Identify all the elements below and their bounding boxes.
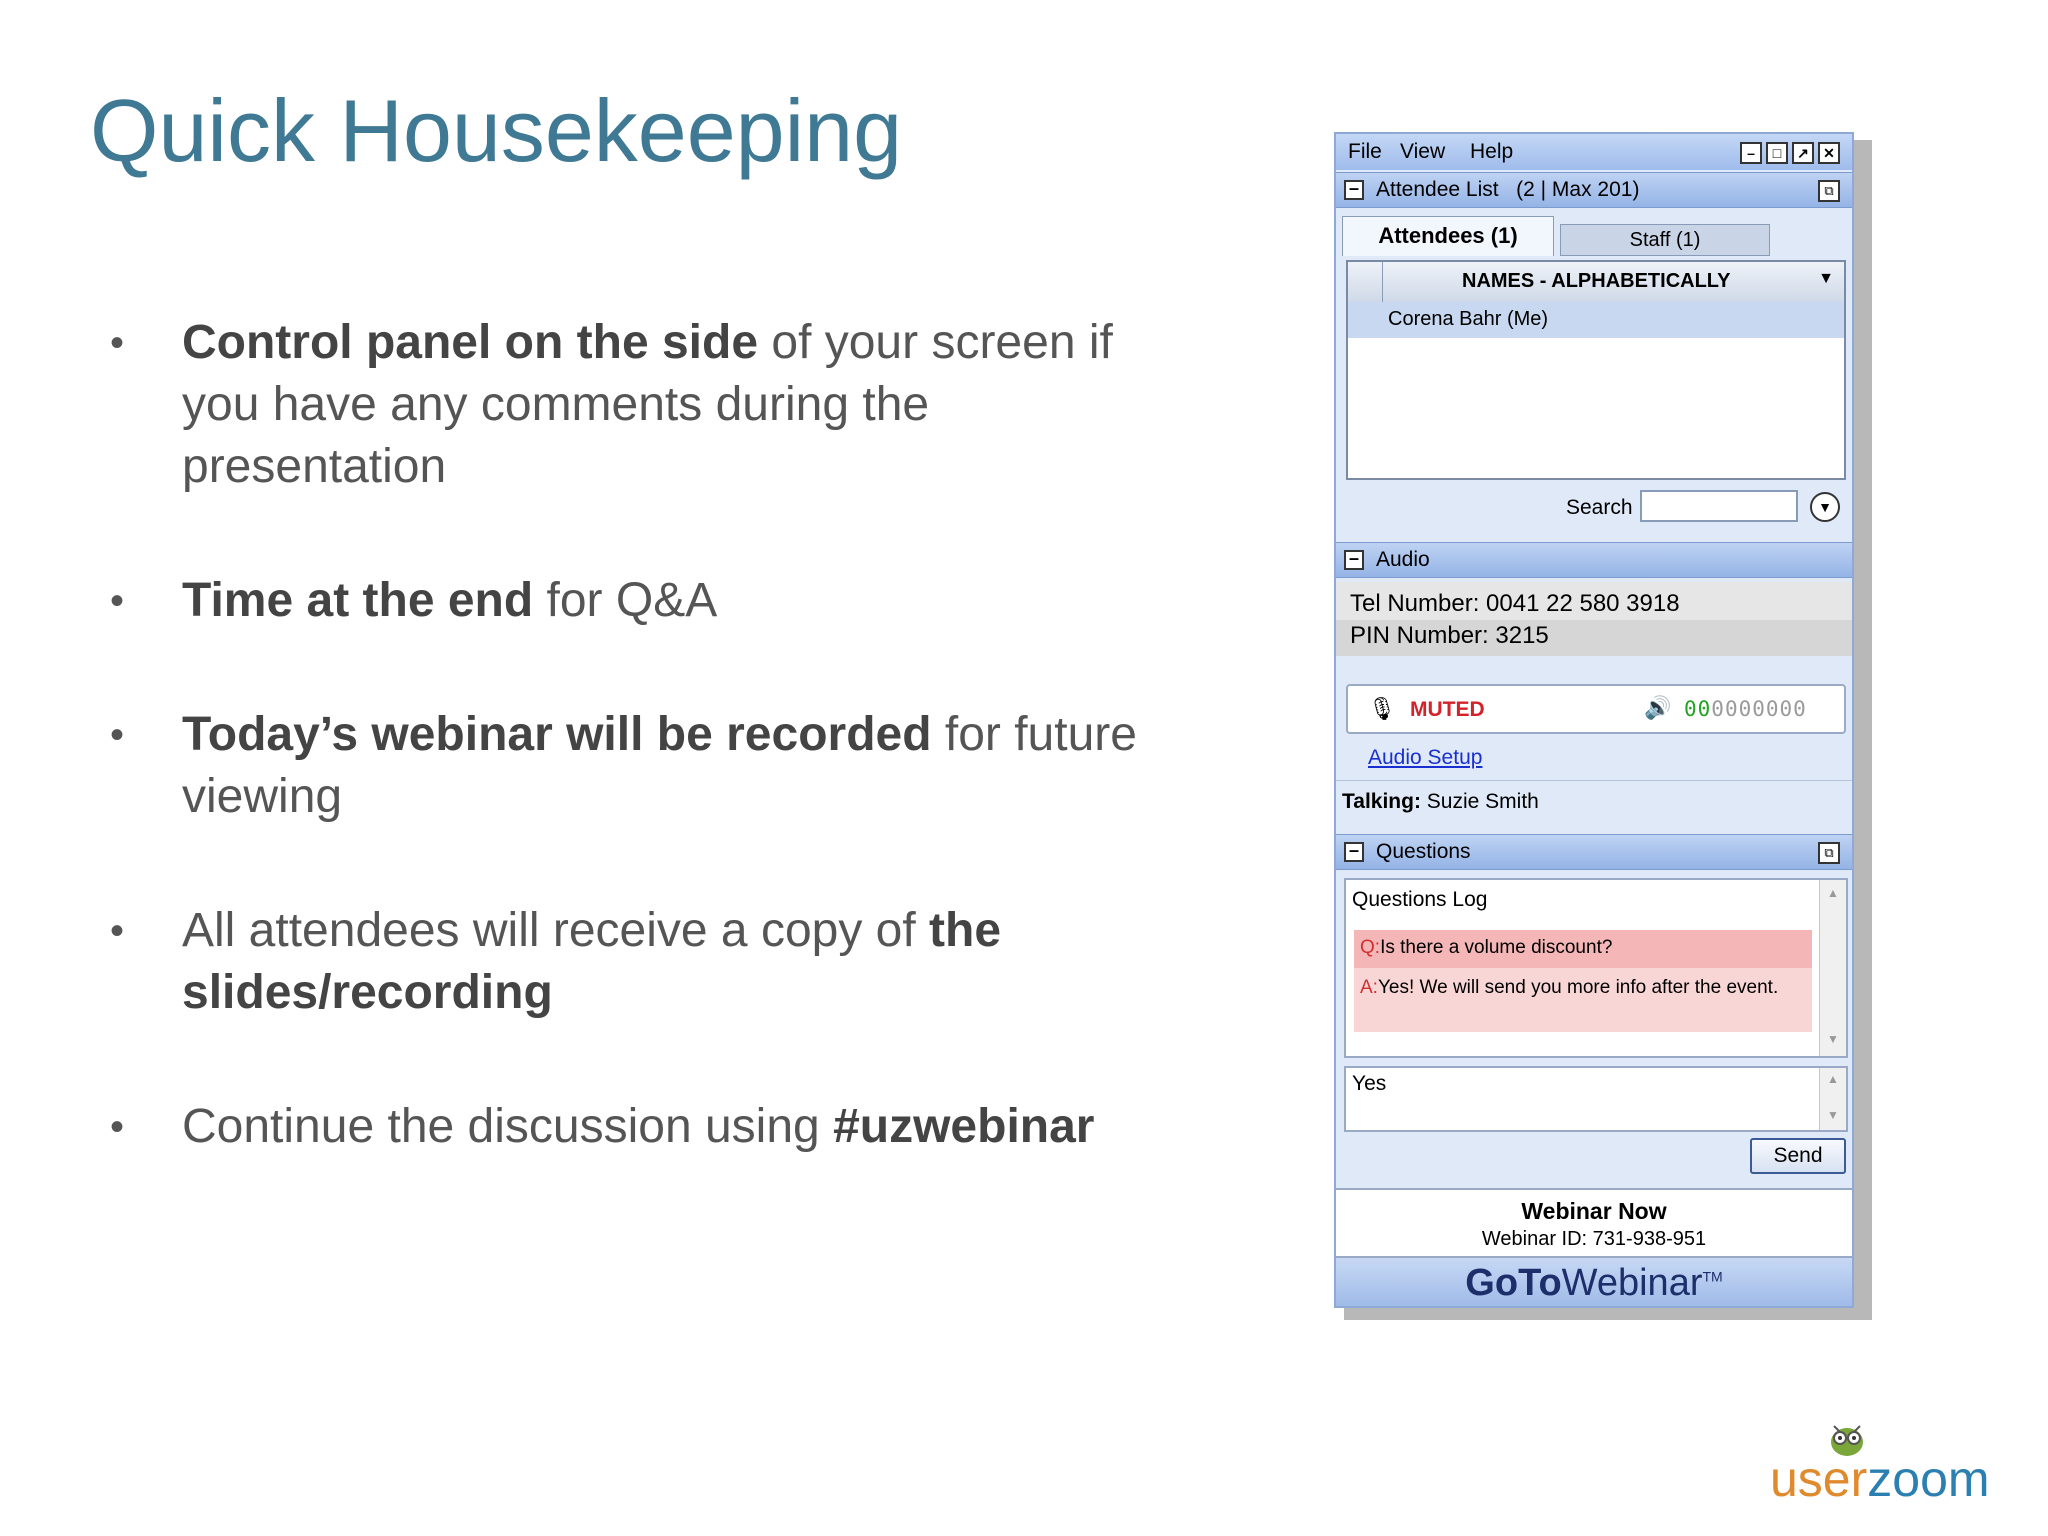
volume-meter — [1684, 697, 1807, 721]
question-prefix: Q: — [1360, 937, 1381, 958]
bullet-bold-text: the slides/recording — [182, 904, 1002, 1019]
send-button[interactable]: Send — [1750, 1138, 1846, 1174]
column-title: NAMES - ALPHABETICALLY — [1462, 270, 1731, 292]
collapse-icon[interactable]: – — [1344, 180, 1364, 200]
questions-log-caption: Questions Log — [1352, 888, 1488, 911]
answer-text: Yes! We will send you more info after the event. — [1377, 977, 1779, 998]
talking-indicator — [1342, 790, 1539, 814]
bullet-bold-text: Time at the end — [182, 574, 534, 627]
bullet-text: for future viewing — [182, 708, 1137, 823]
column-divider — [1382, 262, 1383, 302]
brand-bold: GoTo — [1465, 1262, 1562, 1304]
questions-header[interactable] — [1336, 834, 1852, 870]
menu-bar — [1336, 134, 1852, 170]
userzoom-logo — [1770, 1416, 2010, 1506]
logo-wordmark — [1770, 1450, 1990, 1508]
scroll-up-icon[interactable]: ▲ — [1827, 1072, 1839, 1086]
section-title: Audio — [1376, 548, 1430, 571]
webinar-name: Webinar Now — [1521, 1198, 1667, 1224]
list-column-header[interactable] — [1348, 262, 1844, 303]
pin-number: PIN Number: 3215 — [1350, 622, 1549, 649]
gotowebinar-control-panel — [1334, 132, 1854, 1308]
answer-prefix: A: — [1360, 977, 1378, 998]
attendee-list — [1346, 260, 1846, 480]
scroll-down-icon[interactable]: ▼ — [1827, 1108, 1839, 1122]
menu-file[interactable]: File — [1348, 140, 1382, 163]
bullet-text: Continue the discussion using — [182, 1100, 834, 1153]
questions-log — [1344, 878, 1848, 1058]
chevron-down-icon[interactable]: ▼ — [1818, 270, 1834, 287]
scroll-down-icon[interactable]: ▼ — [1827, 1032, 1839, 1046]
attendee-name: Corena Bahr (Me) — [1388, 308, 1549, 330]
talking-label: Talking: — [1342, 790, 1421, 813]
section-title: Attendee List — [1376, 178, 1499, 201]
maximize-icon[interactable]: □ — [1766, 142, 1788, 164]
minimize-icon[interactable]: – — [1740, 142, 1762, 164]
attendee-count: (2 | Max 201) — [1516, 178, 1640, 201]
scrollbar[interactable] — [1819, 1068, 1846, 1130]
answer-item[interactable] — [1354, 968, 1812, 1032]
section-title: Questions — [1376, 840, 1471, 863]
tel-number: Tel Number: 0041 22 580 3918 — [1350, 590, 1680, 617]
bullet-dot: • — [110, 713, 125, 757]
bullet-dot: • — [110, 579, 125, 623]
logo-part-zoom: zoom — [1867, 1451, 1990, 1507]
meter-active: 00 — [1684, 697, 1712, 721]
webinar-id: Webinar ID: 731-938-951 — [1481, 1228, 1707, 1250]
speaker-icon: 🔊 — [1644, 695, 1672, 720]
muted-status: MUTED — [1410, 698, 1485, 721]
question-item[interactable] — [1354, 930, 1812, 968]
audio-info — [1336, 582, 1852, 656]
tab-attendees[interactable]: Attendees (1) — [1342, 216, 1554, 256]
popout-icon[interactable]: ↗ — [1792, 142, 1814, 164]
logo-part-user: user — [1770, 1451, 1868, 1507]
talking-name: Suzie Smith — [1426, 790, 1539, 813]
bullet-dot: • — [110, 1105, 125, 1149]
gotowebinar-logo — [1336, 1262, 1852, 1305]
audio-header[interactable] — [1336, 542, 1852, 578]
search-label: Search — [1566, 496, 1633, 519]
brand-tm: TM — [1702, 1268, 1723, 1285]
collapse-icon[interactable]: – — [1344, 550, 1364, 570]
bullet-bold-text: Control panel on the side — [182, 316, 759, 369]
bullet-text: of your screen if you have any comments during the presentation — [182, 316, 1113, 493]
bullet-bold-text: Today’s webinar will be recorded — [182, 708, 932, 761]
bullet-text: All attendees will receive a copy of — [182, 904, 930, 957]
tab-staff[interactable]: Staff (1) — [1560, 224, 1770, 256]
list-item[interactable] — [1348, 302, 1844, 338]
webinar-info — [1336, 1188, 1852, 1258]
close-icon[interactable]: ✕ — [1818, 142, 1840, 164]
scrollbar[interactable] — [1819, 880, 1846, 1056]
attendee-list-header[interactable] — [1336, 172, 1852, 208]
bullet-dot: • — [110, 909, 125, 953]
search-options-icon[interactable]: ▼ — [1810, 492, 1840, 522]
undock-icon[interactable]: ⧉ — [1818, 842, 1840, 864]
bullet-bold-text: #uzwebinar — [833, 1100, 1095, 1153]
bullet-text: for Q&A — [533, 574, 718, 627]
bullet-dot: • — [110, 321, 125, 365]
brand-rest: Webinar — [1561, 1262, 1703, 1304]
meter-inactive: 0000000 — [1711, 697, 1807, 721]
search-input[interactable] — [1640, 490, 1798, 522]
brand-bar — [1336, 1258, 1852, 1306]
slide-title: Quick Housekeeping — [90, 81, 903, 180]
menu-view[interactable]: View — [1400, 140, 1446, 163]
menu-help[interactable]: Help — [1470, 140, 1514, 163]
collapse-icon[interactable]: – — [1344, 842, 1364, 862]
divider — [1336, 780, 1852, 781]
question-input[interactable] — [1344, 1066, 1848, 1132]
question-input-value: Yes — [1352, 1072, 1387, 1095]
microphone-icon[interactable]: 🎙 — [1368, 696, 1396, 721]
mute-status-box[interactable] — [1346, 684, 1846, 734]
undock-icon[interactable]: ⧉ — [1818, 180, 1840, 202]
audio-setup-link[interactable]: Audio Setup — [1368, 746, 1483, 769]
scroll-up-icon[interactable]: ▲ — [1827, 886, 1839, 900]
question-text: Is there a volume discount? — [1380, 937, 1613, 958]
